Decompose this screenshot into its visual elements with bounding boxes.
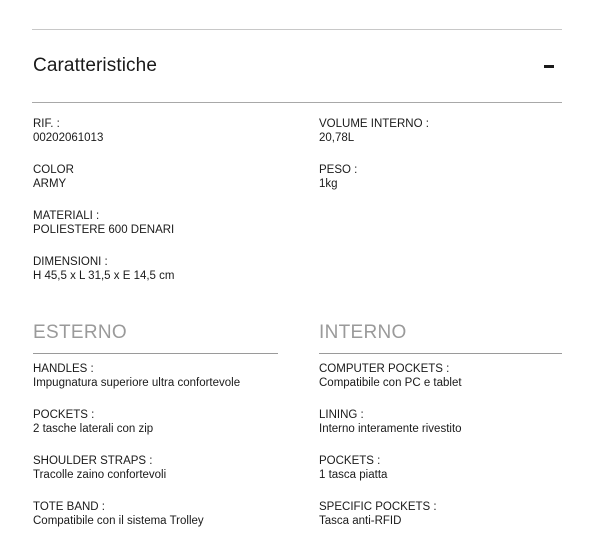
spec-label: COMPUTER POCKETS : <box>319 363 450 375</box>
spec-item-materiali <box>33 210 278 237</box>
spec-label: LINING : <box>319 409 364 421</box>
spec-value: 1 tasca piatta <box>319 468 388 481</box>
esterno-item-shoulder-straps <box>33 455 278 482</box>
header-divider <box>32 102 562 103</box>
spec-value: 20,78L <box>319 131 355 144</box>
spec-label: SPECIFIC POCKETS : <box>319 501 437 513</box>
spec-label: PESO : <box>319 164 358 176</box>
esterno-title: ESTERNO <box>33 322 127 343</box>
spec-value: Impugnatura superiore ultra confortevole <box>33 376 241 389</box>
characteristics-accordion-header[interactable] <box>32 52 562 82</box>
spec-value: Interno interamente rivestito <box>319 422 462 435</box>
interno-title: INTERNO <box>319 322 407 343</box>
esterno-divider <box>33 353 278 354</box>
minus-icon[interactable] <box>526 52 554 80</box>
interno-item-lining <box>319 409 564 436</box>
spec-value: 1kg <box>319 177 338 190</box>
esterno-item-tote-band <box>33 501 278 528</box>
spec-label: POCKETS : <box>33 409 95 421</box>
spec-label: SHOULDER STRAPS : <box>33 455 153 467</box>
spec-item-dimensioni <box>33 256 278 283</box>
spec-value: POLIESTERE 600 DENARI <box>33 223 175 236</box>
interno-item-computer-pockets <box>319 363 564 390</box>
spec-label: MATERIALI : <box>33 210 100 222</box>
spec-value: H 45,5 x L 31,5 x E 14,5 cm <box>33 269 175 282</box>
spec-value: ARMY <box>33 177 67 190</box>
spec-item-peso <box>319 164 564 191</box>
spec-item-volume <box>319 118 564 145</box>
esterno-item-handles <box>33 363 278 390</box>
interno-item-pockets <box>319 455 564 482</box>
top-divider <box>32 29 562 30</box>
esterno-item-pockets <box>33 409 278 436</box>
spec-label: VOLUME INTERNO : <box>319 118 429 130</box>
section-title: Caratteristiche <box>33 55 157 76</box>
spec-label: POCKETS : <box>319 455 381 467</box>
spec-value: Tracolle zaino confortevoli <box>33 468 167 481</box>
spec-label: TOTE BAND : <box>33 501 105 513</box>
spec-item-color <box>33 164 278 191</box>
interno-item-specific-pockets <box>319 501 564 528</box>
spec-value: 2 tasche laterali con zip <box>33 422 154 435</box>
spec-label: DIMENSIONI : <box>33 256 108 268</box>
spec-label: HANDLES : <box>33 363 94 375</box>
spec-value: 00202061013 <box>33 131 104 144</box>
spec-value: Compatibile con PC e tablet <box>319 376 462 389</box>
spec-label: RIF. : <box>33 118 60 130</box>
spec-value: Compatibile con il sistema Trolley <box>33 514 204 527</box>
spec-item-rif <box>33 118 278 145</box>
spec-value: Tasca anti-RFID <box>319 514 402 527</box>
interno-divider <box>319 353 562 354</box>
spec-label: COLOR <box>33 164 74 176</box>
